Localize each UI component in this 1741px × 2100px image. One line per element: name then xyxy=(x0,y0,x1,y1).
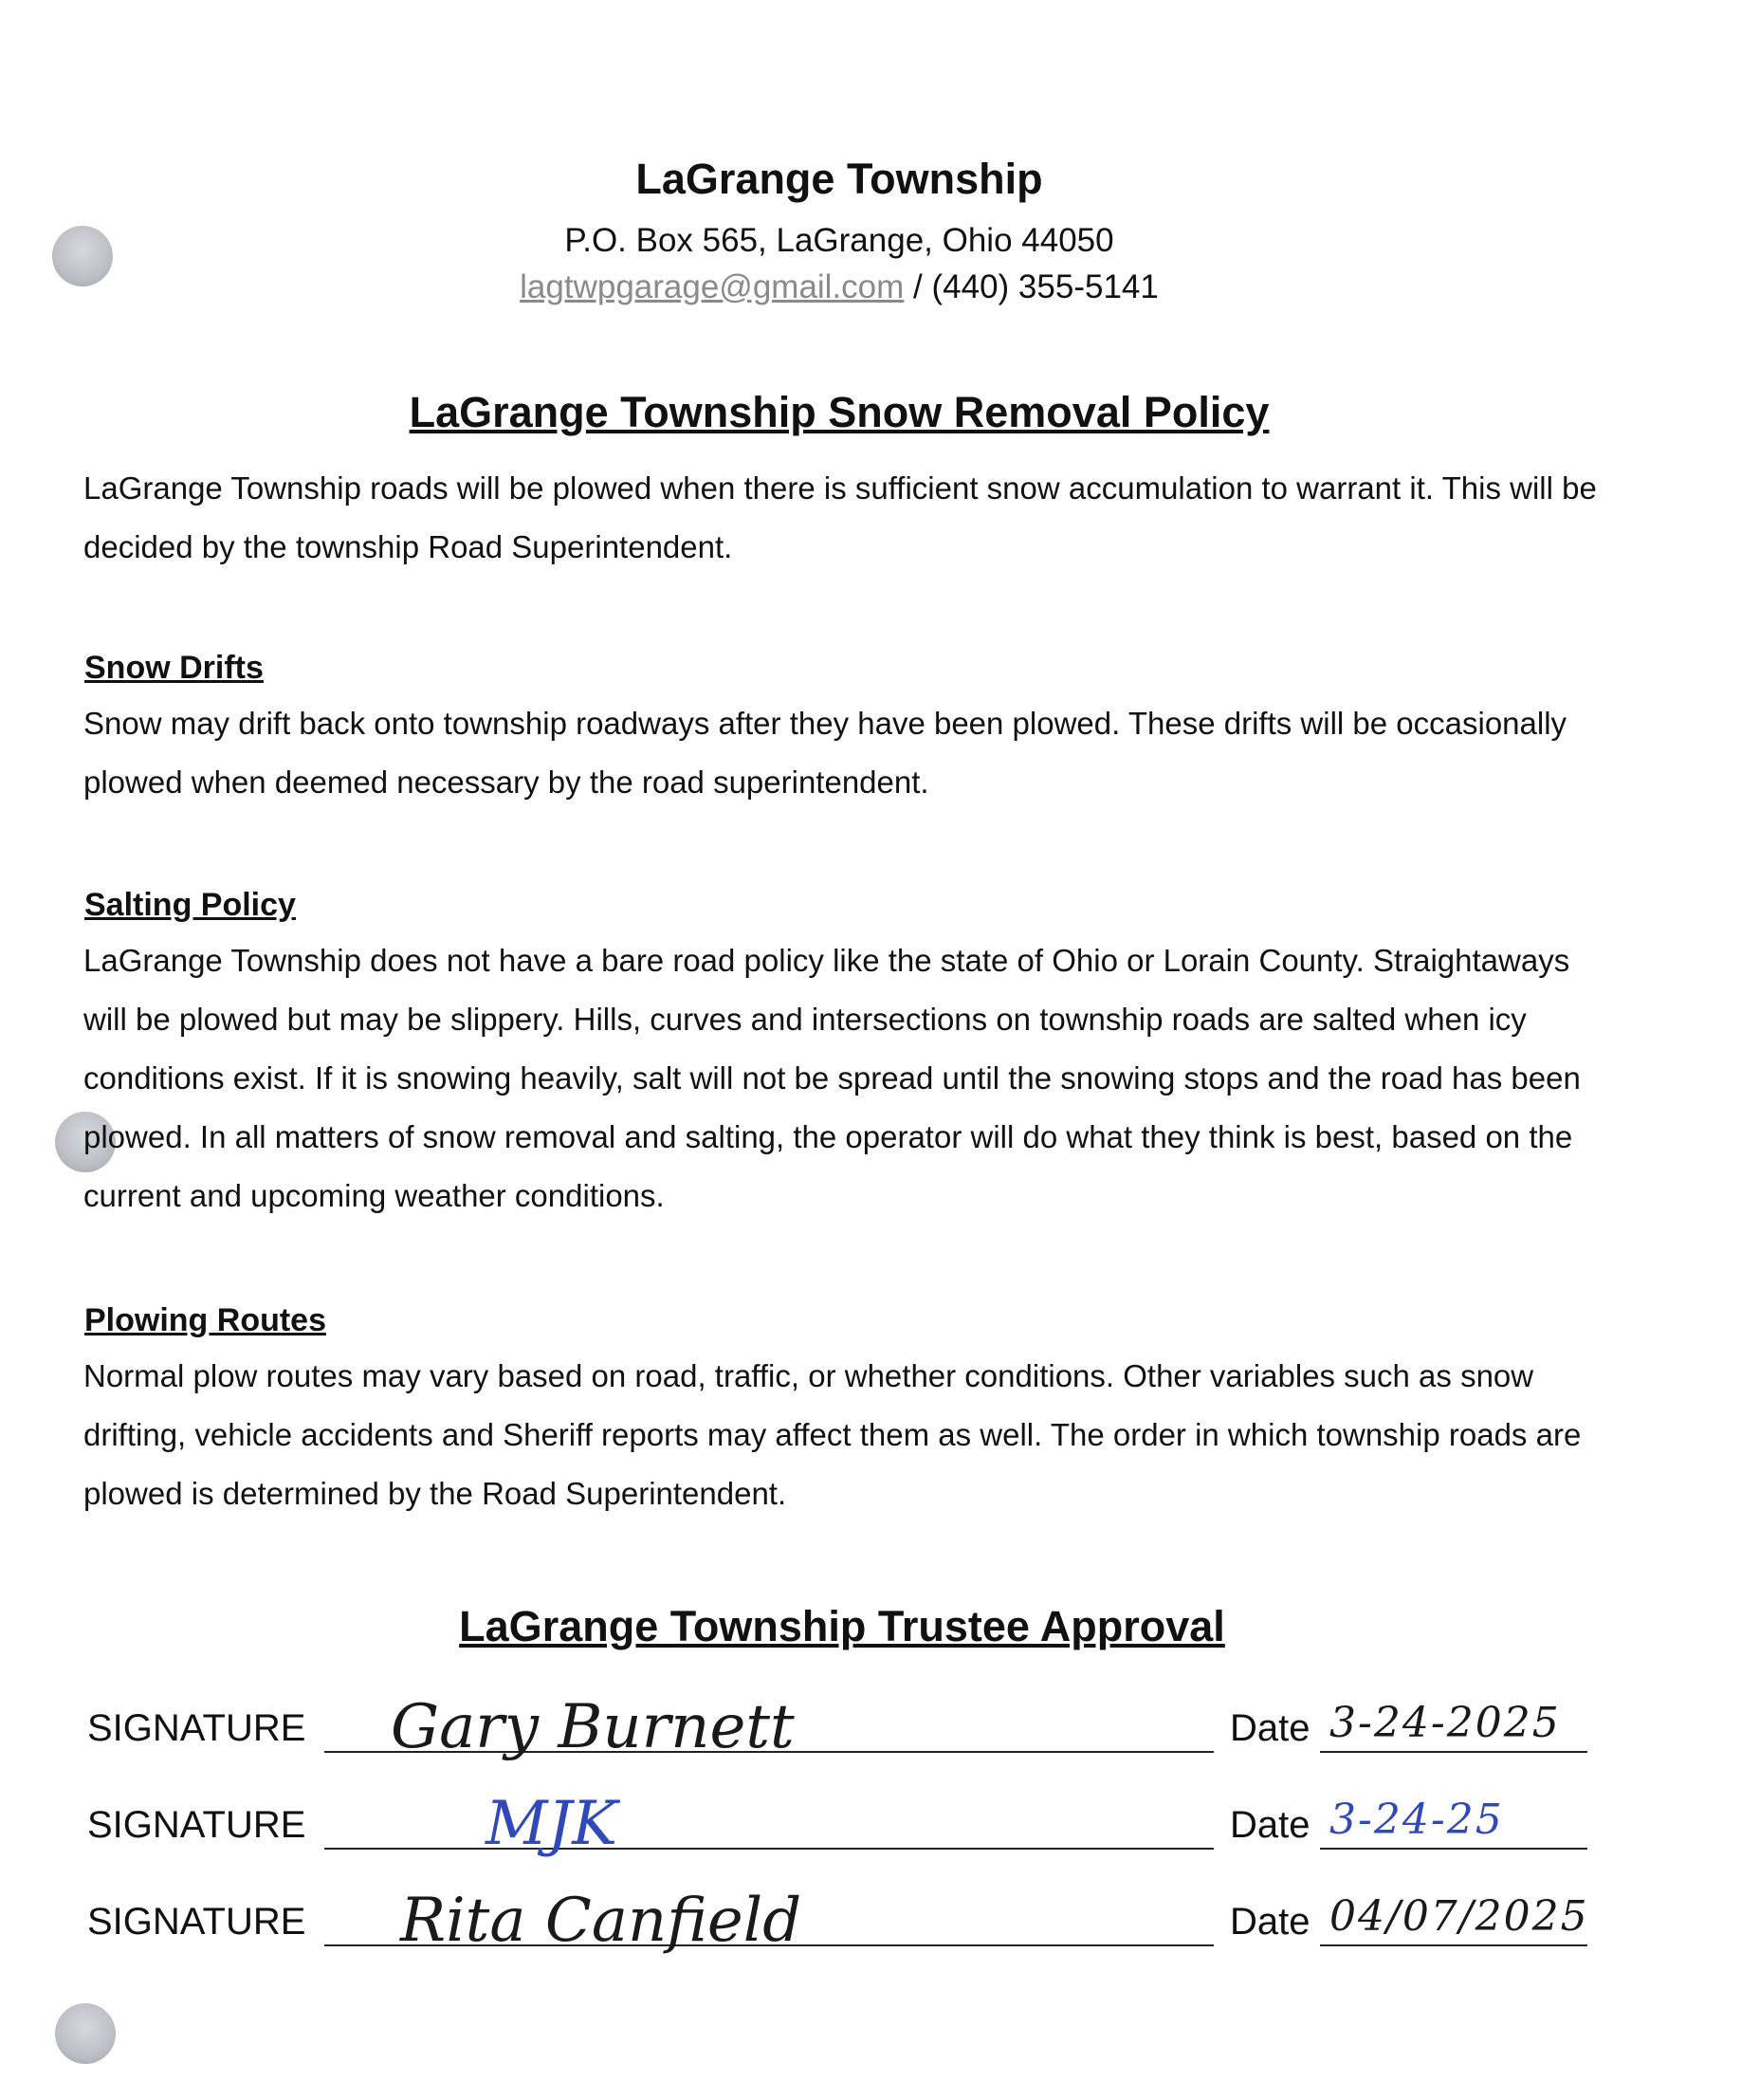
signature-label: SIGNATURE xyxy=(87,1707,306,1749)
phone-number: (440) 355-5141 xyxy=(931,268,1159,305)
section-heading-plowing-routes: Plowing Routes xyxy=(84,1302,326,1338)
handwritten-date: 3-24-2025 xyxy=(1329,1699,1561,1747)
letterhead xyxy=(0,152,1678,311)
date-line xyxy=(1320,1848,1587,1850)
signature-row-2 xyxy=(87,1789,1604,1859)
punch-hole-bottom xyxy=(55,2003,116,2064)
contact-line xyxy=(0,264,1678,311)
date-label: Date xyxy=(1230,1804,1310,1846)
signature-line xyxy=(324,1848,1214,1850)
section-body-salting-policy: LaGrange Township does not have a bare road policy like the state of Ohio or Lorain County. Straightaways will be plowed but may be slippery. Hills, curves and intersections on township roads are salted when icy conditions exist. If it is snowing heavily, salt will not be spread until the snowing stops and the road has been plowed. In all matters of snow removal and salting, the operator will do what they think is best, based on the current and upcoming weather conditions. xyxy=(83,943,1581,1213)
approval-title: LaGrange Township Trustee Approval xyxy=(459,1602,1225,1650)
mailing-address: P.O. Box 565, LaGrange, Ohio 44050 xyxy=(564,222,1114,259)
handwritten-signature: MJK xyxy=(486,1789,617,1859)
section-heading-salting-policy: Salting Policy xyxy=(84,887,296,923)
signature-row-1 xyxy=(87,1692,1604,1762)
intro-paragraph: LaGrange Township roads will be plowed when there is sufficient snow accumulation to warrant it. This will be decided by the township Road Superintendent. xyxy=(83,470,1597,564)
contact-separator: / xyxy=(904,268,932,305)
section-body-snow-drifts: Snow may drift back onto township roadways after they have been plowed. These drifts will be occasionally plowed when deemed necessary by the road superintendent. xyxy=(83,706,1567,800)
section-body-plowing-routes: Normal plow routes may vary based on road, traffic, or whether conditions. Other variables such as snow drifting, vehicle accidents and Sheriff reports may affect them as well. The order in which township roads are plowed is determined by the Road Superintendent. xyxy=(83,1358,1582,1511)
handwritten-signature: Gary Burnett xyxy=(391,1692,795,1762)
email-link[interactable]: lagtwpgarage@gmail.com xyxy=(520,268,905,305)
signature-row-3 xyxy=(87,1886,1604,1956)
date-label: Date xyxy=(1230,1707,1310,1749)
signature-label: SIGNATURE xyxy=(87,1901,306,1943)
handwritten-date: 04/07/2025 xyxy=(1329,1892,1589,1941)
organization-name: LaGrange Township xyxy=(635,155,1043,203)
date-line xyxy=(1320,1751,1587,1753)
handwritten-date: 3-24-25 xyxy=(1329,1796,1504,1844)
date-label: Date xyxy=(1230,1901,1310,1943)
section-heading-snow-drifts: Snow Drifts xyxy=(84,650,264,686)
date-line xyxy=(1320,1944,1587,1946)
document-title: LaGrange Township Snow Removal Policy xyxy=(409,388,1270,436)
signature-label: SIGNATURE xyxy=(87,1804,306,1846)
handwritten-signature: Rita Canfield xyxy=(400,1886,802,1956)
